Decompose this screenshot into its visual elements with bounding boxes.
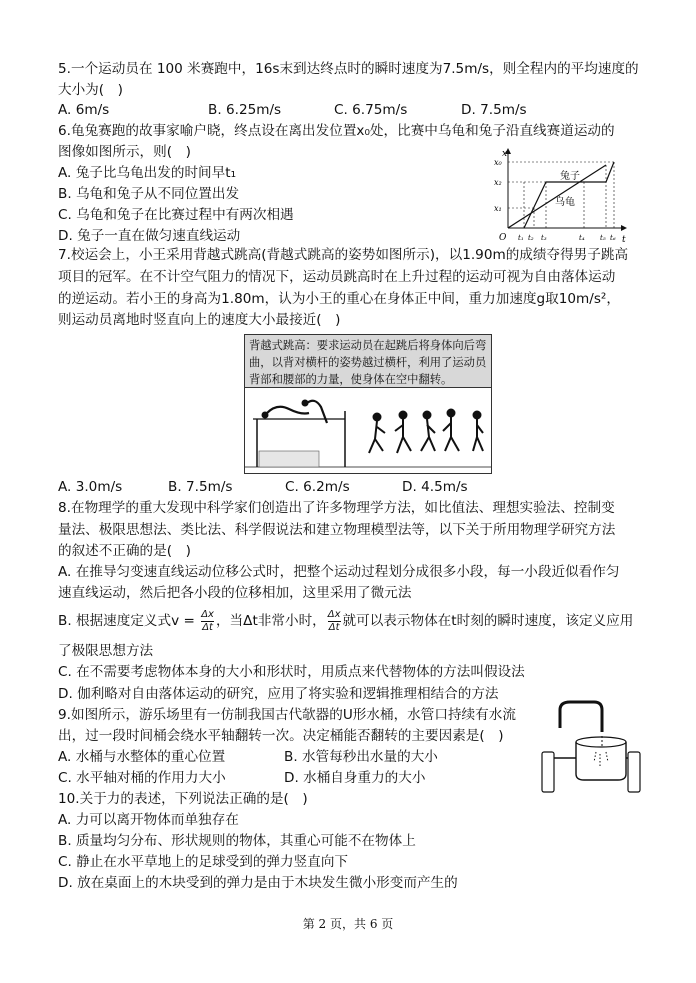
q9-stem-line2: 出，过一段时间桶会绕水平轴翻转一次。决定桶能否翻转的主要因素是( ) (58, 728, 504, 744)
q7-box-line2: 曲，以背对横杆的姿势越过横杆，利用了运动员 (249, 356, 487, 369)
q10-stem: 10.关于力的表述，下列说法正确的是( ) (58, 791, 308, 807)
water-pipe (560, 702, 602, 732)
q8-option-a-line1[interactable]: A. 在推导匀变速直线运动位移公式时，把整个运动过程划分成很多小段，每一小段近似看作匀 (58, 564, 620, 580)
tick-t1: t₁ (518, 234, 524, 242)
q8-option-d[interactable]: D. 伽利略对自由落体运动的研究，应用了将实验和逻辑推理相结合的方法 (58, 686, 499, 702)
q9-option-d[interactable]: D. 水桶自身重力的大小 (284, 770, 426, 786)
q7-stem-line4: 则运动员离地时竖直向上的速度大小最接近( ) (58, 312, 341, 328)
page-footer: 第 2 页，共 6 页 (302, 917, 394, 931)
q10-option-d[interactable]: D. 放在桌面上的木块受到的弹力是由于木块发生微小形变而产生的 (58, 875, 458, 891)
q7-stem-line3: 的逆运动。若小王的身高为1.80m，认为小王的重心在身体正中间，重力加速度g取10m/s²， (58, 291, 620, 307)
right-stand (628, 752, 640, 792)
q8-b-mid: ，当Δt非常小时， (215, 613, 326, 629)
q5-stem-line1: 5.一个运动员在 100 米赛跑中，16s末到达终点时的瞬时速度为7.5m/s，则全程内的平均速度的 (58, 61, 639, 77)
athlete-arching (267, 407, 309, 414)
bucket-rim (576, 737, 626, 747)
tick-t2: t₂ (528, 234, 534, 242)
q7-option-b[interactable]: B. 7.5m/s (168, 479, 233, 495)
q9-option-a[interactable]: A. 水桶与水整体的重心位置 (58, 749, 226, 765)
origin-label: O (499, 233, 507, 243)
landing-mat (259, 451, 319, 467)
fraction-numerator: Δx (201, 608, 214, 620)
q8-option-a-line2[interactable]: 速直线运动，然后把各小段的位移相加，这里采用了微元法 (58, 585, 412, 601)
velocity-fraction (201, 609, 214, 634)
q8-b-post: 就可以表示物体在t时刻的瞬时速度，该定义应用 (342, 613, 634, 629)
q8-option-c[interactable]: C. 在不需要考虑物体本身的大小和形状时，用质点来代替物体的方法叫假设法 (58, 664, 525, 680)
q7-option-d[interactable]: D. 4.5m/s (402, 479, 468, 495)
q9-options-row1 (58, 746, 438, 768)
q6-option-c[interactable]: C. 乌龟和兔子在比赛过程中有两次相遇 (58, 207, 294, 223)
q8-option-b-line1[interactable] (58, 606, 633, 636)
q7-stem-line1: 7.校运会上，小王采用背越式跳高(背越式跳高的姿势如图所示)，以1.90m的成绩夺得男子跳高 (58, 247, 629, 263)
q7-box-caption (245, 335, 491, 388)
q8-option-b-line2[interactable]: 了极限思想方法 (58, 643, 154, 659)
tick-t6: t₆ (610, 234, 616, 242)
q7-figure-box (244, 334, 492, 474)
ratio-numerator: Δx (327, 608, 341, 620)
q5-option-d[interactable]: D. 7.5m/s (461, 102, 527, 118)
tick-x2: x₂ (494, 178, 502, 187)
rabbit-label: 兔子 (560, 171, 580, 182)
q8-stem-line3: 的叙述不正确的是( ) (58, 543, 191, 559)
q6-stem-line1: 6.龟兔赛跑的故事家喻户晓，终点设在离出发位置x₀处，比赛中乌龟和兔子沿直线赛道运动的 (58, 123, 615, 139)
turtle-label: 乌龟 (555, 197, 575, 208)
q10-option-b[interactable]: B. 质量均匀分布、形状规则的物体，其重心可能不在物体上 (58, 833, 416, 849)
fraction-denominator: Δt (202, 621, 213, 633)
high-jump-illustration (245, 389, 491, 473)
tick-x1: x₁ (494, 204, 502, 213)
tick-t3: t₃ (541, 234, 547, 242)
q5-options (58, 99, 527, 121)
q9-option-b[interactable]: B. 水管每秒出水量的大小 (284, 749, 438, 765)
q5-stem-line2: 大小为( ) (58, 82, 123, 98)
q6-stem-line2: 图像如图所示，则( ) (58, 144, 191, 160)
q7-box-line3: 背部和腰部的力量，使身体在空中翻转。 (249, 373, 453, 386)
q8-stem-line2: 量法、极限思想法、类比法、科学假说法和建立物理模型法等，以下关于所用物理学研究方法 (58, 522, 616, 538)
q10-option-a[interactable]: A. 力可以离开物体而单独存在 (58, 812, 239, 828)
q6-xt-graph (494, 145, 634, 245)
q10-option-c[interactable]: C. 静止在水平草地上的足球受到的弹力竖直向下 (58, 854, 349, 870)
u-bucket-illustration (536, 700, 646, 795)
tick-t4: t₄ (579, 234, 585, 242)
ratio-denominator: Δt (328, 621, 340, 633)
q7-option-a[interactable]: A. 3.0m/s (58, 479, 123, 495)
q5-option-a[interactable]: A. 6m/s (58, 102, 110, 118)
q7-box-line1: 背越式跳高：要求运动员在起跳后将身体向后弯 (249, 339, 487, 352)
tick-t5: t₅ (600, 234, 606, 242)
q8-stem-line1: 8.在物理学的重大发现中科学家们创造出了许多物理学方法，如比值法、理想实验法、控制变 (58, 500, 615, 516)
athlete-takeoff (307, 401, 327, 423)
q7-option-c[interactable]: C. 6.2m/s (285, 479, 350, 495)
t-axis-label: t (622, 235, 626, 245)
tick-x0: x₀ (494, 158, 502, 167)
q9-option-c[interactable]: C. 水平轴对桶的作用力大小 (58, 770, 226, 786)
q6-option-b[interactable]: B. 乌龟和兔子从不同位置出发 (58, 186, 240, 202)
q5-option-b[interactable]: B. 6.25m/s (208, 102, 282, 118)
bucket (576, 742, 626, 780)
q7-stem-line2: 项目的冠军。在不计空气阻力的情况下，运动员跳高时在上升过程的运动可视为自由落体运动 (58, 269, 616, 285)
q9-options-row2 (58, 767, 425, 789)
q9-stem-line1: 9.如图所示，游乐场里有一仿制我国古代欹器的U形水桶，水管口持续有水流 (58, 707, 516, 723)
q6-option-d[interactable]: D. 兔子一直在做匀速直线运动 (58, 228, 241, 244)
runup-athletes (369, 410, 483, 454)
x-axis-label: x (502, 149, 508, 159)
left-stand (542, 752, 554, 792)
q7-options (58, 476, 468, 498)
q8-b-pre: B. 根据速度定义式v = (58, 613, 200, 629)
q5-option-c[interactable]: C. 6.75m/s (334, 102, 408, 118)
q6-option-a[interactable]: A. 兔子比乌龟出发的时间早t₁ (58, 165, 237, 181)
ratio-fraction (328, 609, 341, 634)
